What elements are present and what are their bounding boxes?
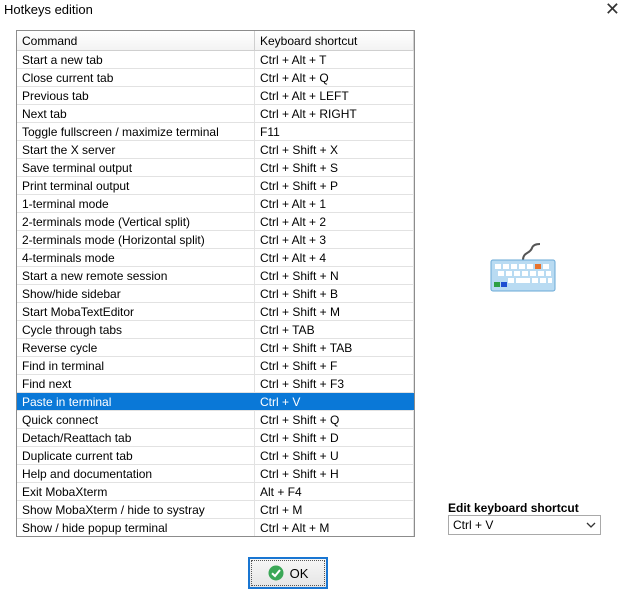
- shortcut-cell: Ctrl + Alt + Q: [255, 69, 414, 86]
- shortcut-cell: Alt + F4: [255, 483, 414, 500]
- chevron-down-icon: [586, 520, 596, 530]
- command-cell: Find in terminal: [17, 357, 255, 374]
- command-cell: Show/hide sidebar: [17, 285, 255, 302]
- command-cell: Start a new remote session: [17, 267, 255, 284]
- shortcut-cell: Ctrl + M: [255, 501, 414, 518]
- command-cell: Start a new tab: [17, 51, 255, 68]
- shortcut-select-value: Ctrl + V: [453, 518, 494, 532]
- shortcut-cell: Ctrl + Shift + TAB: [255, 339, 414, 356]
- shortcut-cell: Ctrl + Shift + Q: [255, 411, 414, 428]
- shortcut-cell: Ctrl + Alt + 4: [255, 249, 414, 266]
- table-row[interactable]: [17, 483, 414, 501]
- table-row[interactable]: [17, 339, 414, 357]
- table-row[interactable]: [17, 303, 414, 321]
- shortcut-cell: Ctrl + Shift + F: [255, 357, 414, 374]
- command-cell: Detach/Reattach tab: [17, 429, 255, 446]
- table-row[interactable]: [17, 195, 414, 213]
- column-header-command[interactable]: Command: [17, 31, 255, 50]
- hotkeys-table: [16, 30, 415, 537]
- table-row[interactable]: [17, 321, 414, 339]
- command-cell: Start the X server: [17, 141, 255, 158]
- shortcut-cell: Ctrl + V: [255, 393, 414, 410]
- table-row[interactable]: [17, 159, 414, 177]
- shortcut-cell: F11: [255, 123, 414, 140]
- command-cell: 2-terminals mode (Vertical split): [17, 213, 255, 230]
- checkmark-icon: [268, 565, 284, 581]
- command-cell: Show / hide popup terminal: [17, 519, 255, 536]
- table-row[interactable]: [17, 105, 414, 123]
- shortcut-cell: Ctrl + Shift + N: [255, 267, 414, 284]
- table-row[interactable]: [17, 267, 414, 285]
- table-row[interactable]: [17, 51, 414, 69]
- command-cell: 2-terminals mode (Horizontal split): [17, 231, 255, 248]
- command-cell: Previous tab: [17, 87, 255, 104]
- shortcut-cell: Ctrl + Shift + U: [255, 447, 414, 464]
- table-row[interactable]: [17, 213, 414, 231]
- shortcut-cell: Ctrl + Alt + T: [255, 51, 414, 68]
- shortcut-cell: Ctrl + Alt + 1: [255, 195, 414, 212]
- table-header: [17, 31, 414, 51]
- table-row[interactable]: [17, 141, 414, 159]
- command-cell: Show MobaXterm / hide to systray: [17, 501, 255, 518]
- command-cell: Help and documentation: [17, 465, 255, 482]
- table-row[interactable]: [17, 411, 414, 429]
- shortcut-cell: Ctrl + Alt + M: [255, 519, 414, 536]
- shortcut-cell: Ctrl + Shift + D: [255, 429, 414, 446]
- command-cell: Find next: [17, 375, 255, 392]
- shortcut-cell: Ctrl + Shift + P: [255, 177, 414, 194]
- edit-shortcut-label: Edit keyboard shortcut: [448, 501, 579, 515]
- keyboard-icon: [490, 240, 556, 292]
- table-row[interactable]: [17, 87, 414, 105]
- table-row[interactable]: [17, 375, 414, 393]
- shortcut-cell: Ctrl + Alt + 2: [255, 213, 414, 230]
- table-row[interactable]: [17, 177, 414, 195]
- command-cell: Exit MobaXterm: [17, 483, 255, 500]
- table-row[interactable]: [17, 447, 414, 465]
- table-row[interactable]: [17, 501, 414, 519]
- command-cell: 4-terminals mode: [17, 249, 255, 266]
- shortcut-cell: Ctrl + Shift + X: [255, 141, 414, 158]
- table-row[interactable]: [17, 393, 414, 411]
- window-title: Hotkeys edition: [4, 2, 93, 17]
- table-row[interactable]: [17, 429, 414, 447]
- table-body: [17, 51, 414, 537]
- shortcut-cell: Ctrl + Alt + LEFT: [255, 87, 414, 104]
- command-cell: Toggle fullscreen / maximize terminal: [17, 123, 255, 140]
- table-row[interactable]: [17, 519, 414, 537]
- shortcut-cell: Ctrl + Shift + H: [255, 465, 414, 482]
- command-cell: Next tab: [17, 105, 255, 122]
- command-cell: Reverse cycle: [17, 339, 255, 356]
- command-cell: Print terminal output: [17, 177, 255, 194]
- ok-button[interactable]: [248, 557, 328, 589]
- table-row[interactable]: [17, 69, 414, 87]
- table-row[interactable]: [17, 249, 414, 267]
- command-cell: Close current tab: [17, 69, 255, 86]
- table-row[interactable]: [17, 231, 414, 249]
- close-icon[interactable]: ✕: [604, 0, 620, 19]
- shortcut-cell: Ctrl + Shift + S: [255, 159, 414, 176]
- shortcut-cell: Ctrl + Shift + M: [255, 303, 414, 320]
- shortcut-select[interactable]: [448, 515, 601, 535]
- command-cell: Duplicate current tab: [17, 447, 255, 464]
- table-row[interactable]: [17, 465, 414, 483]
- table-row[interactable]: [17, 357, 414, 375]
- command-cell: 1-terminal mode: [17, 195, 255, 212]
- command-cell: Quick connect: [17, 411, 255, 428]
- shortcut-cell: Ctrl + Alt + RIGHT: [255, 105, 414, 122]
- table-row[interactable]: [17, 123, 414, 141]
- shortcut-cell: Ctrl + Shift + F3: [255, 375, 414, 392]
- ok-button-label: OK: [289, 565, 309, 581]
- shortcut-cell: Ctrl + Alt + 3: [255, 231, 414, 248]
- command-cell: Cycle through tabs: [17, 321, 255, 338]
- command-cell: Paste in terminal: [17, 393, 255, 410]
- table-row[interactable]: [17, 285, 414, 303]
- command-cell: Save terminal output: [17, 159, 255, 176]
- shortcut-cell: Ctrl + Shift + B: [255, 285, 414, 302]
- shortcut-cell: Ctrl + TAB: [255, 321, 414, 338]
- command-cell: Start MobaTextEditor: [17, 303, 255, 320]
- column-header-shortcut[interactable]: Keyboard shortcut: [255, 31, 414, 50]
